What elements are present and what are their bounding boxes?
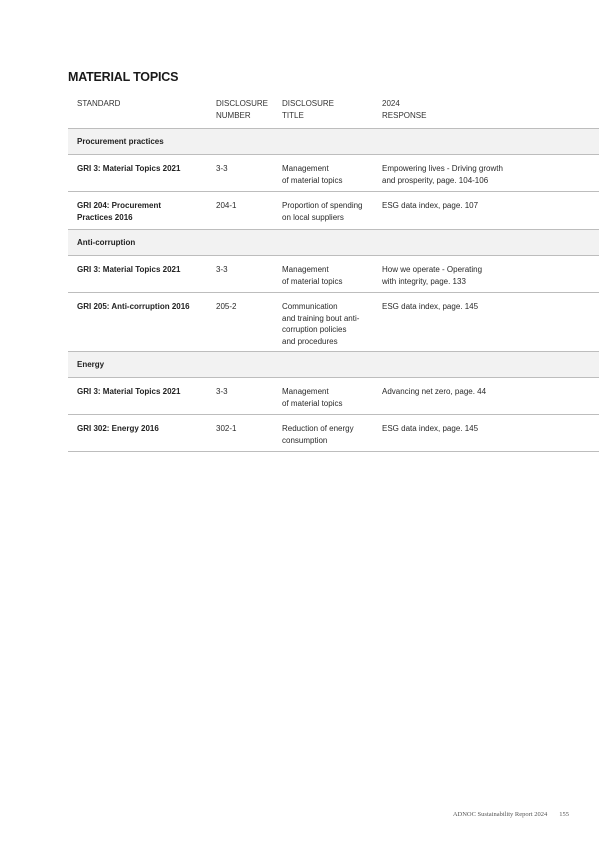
table-header [68,96,599,128]
cell-title: Proportion of spending on local suppliers [282,201,363,222]
cell-response: How we operate - Operating with integrity, page. 133 [382,265,483,286]
cell-number: 3-3 [216,164,228,173]
cell-title: Communication and training bout anti- corruption policies and procedures [282,302,360,346]
cell-number: 204-1 [216,201,237,210]
cell-standard: GRI 3: Material Topics 2021 [77,164,181,173]
cell-number: 3-3 [216,387,228,396]
table-row [68,414,599,451]
section-title: Anti-corruption [77,238,136,247]
cell-title: Reduction of energy consumption [282,424,354,445]
header-disclosure-number: DISCLOSURE NUMBER [216,99,269,120]
table-row [68,154,599,191]
header-response: 2024 RESPONSE [382,99,427,120]
section-title: Procurement practices [77,137,164,146]
cell-title: Management of material topics [282,387,343,408]
cell-standard: GRI 3: Material Topics 2021 [77,387,181,396]
cell-response: ESG data index, page. 145 [382,302,479,311]
footer-page-number: 155 [559,811,569,818]
cell-response: Advancing net zero, page. 44 [382,387,487,396]
header-standard: STANDARD [77,99,121,108]
cell-response: ESG data index, page. 145 [382,424,479,433]
cell-standard: GRI 204: Procurement Practices 2016 [77,201,162,222]
cell-number: 3-3 [216,265,228,274]
section-anti-corruption [68,229,599,255]
table-row [68,377,599,414]
header-disclosure-title: DISCLOSURE TITLE [282,99,335,120]
cell-standard: GRI 302: Energy 2016 [77,424,159,433]
cell-number: 302-1 [216,424,237,433]
table-row [68,292,599,351]
material-topics-table [68,96,599,452]
table-row [68,191,599,229]
cell-response: ESG data index, page. 107 [382,201,479,210]
cell-response: Empowering lives - Driving growth and prosperity, page. 104-106 [382,164,503,185]
cell-title: Management of material topics [282,265,343,286]
cell-number: 205-2 [216,302,237,311]
page-footer [453,811,569,818]
cell-standard: GRI 3: Material Topics 2021 [77,265,181,274]
footer-report-title: ADNOC Sustainability Report 2024 [452,811,548,818]
cell-standard: GRI 205: Anti-corruption 2016 [77,302,190,311]
cell-title: Management of material topics [282,164,343,185]
section-title: Energy [77,360,105,369]
table-row [68,255,599,292]
section-energy [68,351,599,377]
page-title: MATERIAL TOPICS [68,70,179,84]
table-end-rule [68,451,599,452]
section-procurement-practices [68,128,599,154]
